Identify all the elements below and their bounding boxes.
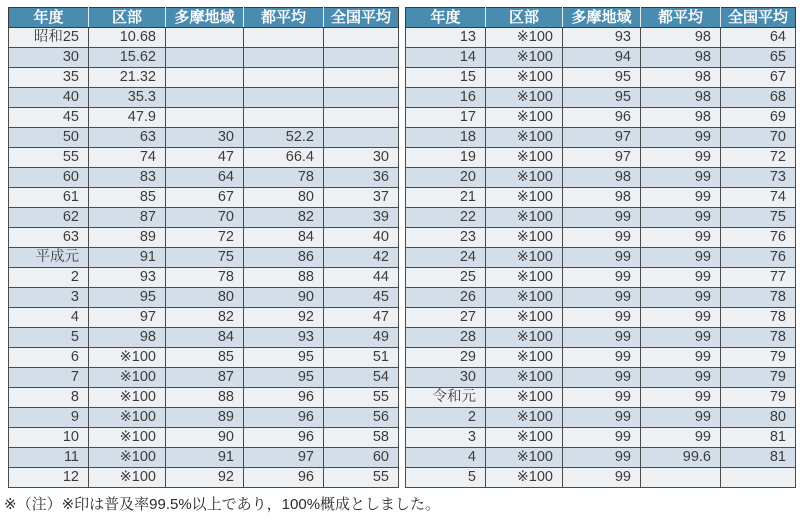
year-cell: 63: [9, 228, 89, 248]
year-cell: 7: [9, 368, 89, 388]
table-row: [9, 328, 399, 348]
table-row: [9, 348, 399, 368]
value-cell: ※100: [89, 448, 166, 468]
year-cell: 12: [9, 468, 89, 488]
year-cell: 27: [406, 308, 486, 328]
value-cell: 99: [563, 268, 641, 288]
value-cell: [324, 108, 399, 128]
year-cell: 40: [9, 88, 89, 108]
value-cell: 98: [641, 88, 721, 108]
table-row: [406, 148, 796, 168]
column-header: 区部: [486, 8, 563, 28]
value-cell: 95: [563, 68, 641, 88]
value-cell: ※100: [486, 128, 563, 148]
value-cell: 99: [641, 308, 721, 328]
value-cell: ※100: [89, 428, 166, 448]
year-cell: 13: [406, 28, 486, 48]
value-cell: 80: [721, 408, 796, 428]
value-cell: 74: [89, 148, 166, 168]
value-cell: 88: [166, 388, 244, 408]
value-cell: ※100: [486, 228, 563, 248]
year-cell: 令和元: [406, 388, 486, 408]
value-cell: 98: [641, 68, 721, 88]
table-row: [406, 288, 796, 308]
value-cell: ※100: [486, 68, 563, 88]
value-cell: 49: [324, 328, 399, 348]
value-cell: [641, 468, 721, 488]
value-cell: [166, 88, 244, 108]
value-cell: 37: [324, 188, 399, 208]
value-cell: 88: [244, 268, 324, 288]
table-row: [9, 288, 399, 308]
table-row: [406, 368, 796, 388]
value-cell: 96: [244, 388, 324, 408]
table-row: [406, 68, 796, 88]
value-cell: 91: [166, 448, 244, 468]
column-header: 年度: [406, 8, 486, 28]
value-cell: 70: [166, 208, 244, 228]
table-row: [406, 248, 796, 268]
year-cell: 8: [9, 388, 89, 408]
value-cell: 99: [563, 348, 641, 368]
value-cell: 98: [89, 328, 166, 348]
table-row: [9, 28, 399, 48]
value-cell: 99: [641, 408, 721, 428]
value-cell: 69: [721, 108, 796, 128]
value-cell: 84: [166, 328, 244, 348]
value-cell: 80: [166, 288, 244, 308]
table-row: [406, 48, 796, 68]
value-cell: ※100: [89, 468, 166, 488]
value-cell: 79: [721, 348, 796, 368]
value-cell: 98: [641, 108, 721, 128]
value-cell: 67: [721, 68, 796, 88]
value-cell: 92: [244, 308, 324, 328]
value-cell: 42: [324, 248, 399, 268]
value-cell: 51: [324, 348, 399, 368]
table-row: [9, 208, 399, 228]
value-cell: [166, 28, 244, 48]
table-row: [9, 128, 399, 148]
value-cell: ※100: [486, 328, 563, 348]
value-cell: 96: [563, 108, 641, 128]
value-cell: [166, 48, 244, 68]
value-cell: ※100: [486, 168, 563, 188]
column-header: 区部: [89, 8, 166, 28]
value-cell: 44: [324, 268, 399, 288]
value-cell: 99: [641, 348, 721, 368]
value-cell: 98: [641, 28, 721, 48]
value-cell: 81: [721, 428, 796, 448]
year-cell: 20: [406, 168, 486, 188]
value-cell: ※100: [486, 268, 563, 288]
year-cell: 30: [9, 48, 89, 68]
year-cell: 昭和25: [9, 28, 89, 48]
table-row: [406, 108, 796, 128]
column-header: 年度: [9, 8, 89, 28]
value-cell: ※100: [486, 368, 563, 388]
column-header: 都平均: [641, 8, 721, 28]
year-cell: 50: [9, 128, 89, 148]
value-cell: 97: [244, 448, 324, 468]
table-row: [9, 148, 399, 168]
year-cell: 9: [9, 408, 89, 428]
year-cell: 35: [9, 68, 89, 88]
year-cell: 15: [406, 68, 486, 88]
value-cell: [324, 28, 399, 48]
table-header-left: [9, 8, 399, 28]
value-cell: 78: [166, 268, 244, 288]
year-cell: 24: [406, 248, 486, 268]
year-cell: 29: [406, 348, 486, 368]
value-cell: [324, 48, 399, 68]
value-cell: 90: [244, 288, 324, 308]
table-row: [9, 448, 399, 468]
value-cell: 78: [244, 168, 324, 188]
value-cell: 72: [166, 228, 244, 248]
value-cell: 99: [563, 368, 641, 388]
value-cell: 60: [324, 448, 399, 468]
year-cell: 61: [9, 188, 89, 208]
table-row: [9, 88, 399, 108]
column-header: 全国平均: [324, 8, 399, 28]
value-cell: 75: [166, 248, 244, 268]
value-cell: 90: [166, 428, 244, 448]
table-row: [406, 88, 796, 108]
value-cell: [324, 68, 399, 88]
column-header: 多摩地域: [563, 8, 641, 28]
value-cell: 99: [563, 248, 641, 268]
year-cell: 17: [406, 108, 486, 128]
year-cell: 16: [406, 88, 486, 108]
year-cell: 21: [406, 188, 486, 208]
year-cell: 6: [9, 348, 89, 368]
table-row: [406, 228, 796, 248]
value-cell: 78: [721, 328, 796, 348]
table-row: [9, 468, 399, 488]
value-cell: 79: [721, 388, 796, 408]
table-row: [9, 228, 399, 248]
value-cell: 83: [89, 168, 166, 188]
year-cell: 4: [9, 308, 89, 328]
value-cell: ※100: [486, 88, 563, 108]
value-cell: 97: [563, 148, 641, 168]
value-cell: 68: [721, 88, 796, 108]
table-row: [406, 448, 796, 468]
year-cell: 22: [406, 208, 486, 228]
value-cell: 98: [641, 48, 721, 68]
value-cell: 82: [166, 308, 244, 328]
value-cell: 99: [641, 368, 721, 388]
value-cell: 93: [244, 328, 324, 348]
value-cell: 82: [244, 208, 324, 228]
year-cell: 3: [406, 428, 486, 448]
value-cell: 30: [166, 128, 244, 148]
value-cell: 52.2: [244, 128, 324, 148]
year-cell: 11: [9, 448, 89, 468]
value-cell: ※100: [486, 388, 563, 408]
year-cell: 10: [9, 428, 89, 448]
table-row: [9, 388, 399, 408]
value-cell: [244, 28, 324, 48]
table-row: [9, 308, 399, 328]
value-cell: ※100: [89, 388, 166, 408]
value-cell: 94: [563, 48, 641, 68]
table-row: [9, 248, 399, 268]
value-cell: 79: [721, 368, 796, 388]
value-cell: 99: [563, 428, 641, 448]
value-cell: 95: [244, 368, 324, 388]
year-cell: 25: [406, 268, 486, 288]
value-cell: 97: [89, 308, 166, 328]
value-cell: 99: [641, 148, 721, 168]
value-cell: [721, 468, 796, 488]
table-row: [9, 168, 399, 188]
year-cell: 平成元: [9, 248, 89, 268]
value-cell: 78: [721, 288, 796, 308]
value-cell: 99: [563, 288, 641, 308]
value-cell: 47: [166, 148, 244, 168]
column-header: 全国平均: [721, 8, 796, 28]
value-cell: ※100: [486, 468, 563, 488]
year-cell: 26: [406, 288, 486, 308]
value-cell: ※100: [89, 368, 166, 388]
value-cell: 93: [563, 28, 641, 48]
value-cell: 87: [89, 208, 166, 228]
value-cell: 64: [166, 168, 244, 188]
value-cell: 92: [166, 468, 244, 488]
value-cell: 99: [641, 268, 721, 288]
value-cell: 47.9: [89, 108, 166, 128]
value-cell: 95: [563, 88, 641, 108]
value-cell: ※100: [89, 348, 166, 368]
value-cell: 99: [563, 328, 641, 348]
value-cell: 89: [166, 408, 244, 428]
value-cell: 35.3: [89, 88, 166, 108]
value-cell: 78: [721, 308, 796, 328]
value-cell: [324, 88, 399, 108]
value-cell: 95: [89, 288, 166, 308]
value-cell: 54: [324, 368, 399, 388]
value-cell: [244, 68, 324, 88]
value-cell: [166, 108, 244, 128]
value-cell: 47: [324, 308, 399, 328]
value-cell: ※100: [486, 408, 563, 428]
table-row: [406, 208, 796, 228]
table-row: [406, 328, 796, 348]
value-cell: 99: [641, 428, 721, 448]
value-cell: 99: [563, 308, 641, 328]
value-cell: 84: [244, 228, 324, 248]
value-cell: 99: [563, 228, 641, 248]
value-cell: 65: [721, 48, 796, 68]
year-cell: 4: [406, 448, 486, 468]
value-cell: 77: [721, 268, 796, 288]
value-cell: [244, 108, 324, 128]
value-cell: 99: [641, 288, 721, 308]
value-cell: 64: [721, 28, 796, 48]
value-cell: 55: [324, 468, 399, 488]
value-cell: 99: [563, 408, 641, 428]
year-cell: 19: [406, 148, 486, 168]
table-row: [9, 48, 399, 68]
year-cell: 60: [9, 168, 89, 188]
value-cell: 73: [721, 168, 796, 188]
coverage-table-left: [8, 7, 399, 488]
value-cell: 67: [166, 188, 244, 208]
value-cell: [324, 128, 399, 148]
value-cell: ※100: [486, 148, 563, 168]
table-row: [406, 468, 796, 488]
year-cell: 30: [406, 368, 486, 388]
value-cell: 98: [563, 168, 641, 188]
value-cell: 96: [244, 468, 324, 488]
value-cell: 91: [89, 248, 166, 268]
value-cell: 74: [721, 188, 796, 208]
year-cell: 23: [406, 228, 486, 248]
value-cell: 97: [563, 128, 641, 148]
value-cell: 63: [89, 128, 166, 148]
value-cell: 75: [721, 208, 796, 228]
value-cell: 80: [244, 188, 324, 208]
year-cell: 18: [406, 128, 486, 148]
value-cell: 99: [641, 188, 721, 208]
table-row: [406, 268, 796, 288]
value-cell: ※100: [486, 348, 563, 368]
value-cell: 96: [244, 428, 324, 448]
table-row: [406, 28, 796, 48]
value-cell: 21.32: [89, 68, 166, 88]
value-cell: ※100: [486, 248, 563, 268]
value-cell: ※100: [486, 428, 563, 448]
year-cell: 5: [9, 328, 89, 348]
year-cell: 28: [406, 328, 486, 348]
table-row: [406, 308, 796, 328]
year-cell: 5: [406, 468, 486, 488]
value-cell: 76: [721, 248, 796, 268]
value-cell: 55: [324, 388, 399, 408]
value-cell: 99: [563, 468, 641, 488]
value-cell: 99: [641, 328, 721, 348]
table-row: [406, 348, 796, 368]
value-cell: ※100: [486, 28, 563, 48]
value-cell: 10.68: [89, 28, 166, 48]
value-cell: ※100: [89, 408, 166, 428]
table-row: [9, 408, 399, 428]
value-cell: 40: [324, 228, 399, 248]
value-cell: 89: [89, 228, 166, 248]
value-cell: [244, 88, 324, 108]
year-cell: 3: [9, 288, 89, 308]
value-cell: 93: [89, 268, 166, 288]
value-cell: 99: [641, 228, 721, 248]
table-row: [406, 128, 796, 148]
table-row: [406, 168, 796, 188]
table-row: [406, 428, 796, 448]
year-cell: 2: [9, 268, 89, 288]
value-cell: 30: [324, 148, 399, 168]
table-row: [406, 408, 796, 428]
value-cell: 15.62: [89, 48, 166, 68]
value-cell: 99: [563, 388, 641, 408]
value-cell: 56: [324, 408, 399, 428]
table-row: [406, 388, 796, 408]
value-cell: 45: [324, 288, 399, 308]
value-cell: [166, 68, 244, 88]
value-cell: ※100: [486, 108, 563, 128]
value-cell: ※100: [486, 308, 563, 328]
value-cell: ※100: [486, 208, 563, 228]
value-cell: 96: [244, 408, 324, 428]
value-cell: 99: [641, 208, 721, 228]
value-cell: 85: [166, 348, 244, 368]
value-cell: 70: [721, 128, 796, 148]
value-cell: 99: [563, 448, 641, 468]
value-cell: ※100: [486, 448, 563, 468]
table-note: ※（注）※印は普及率99.5%以上であり，100%概成としました。: [4, 496, 441, 513]
column-header: 多摩地域: [166, 8, 244, 28]
table-row: [9, 68, 399, 88]
year-cell: 45: [9, 108, 89, 128]
year-cell: 14: [406, 48, 486, 68]
value-cell: 99: [641, 388, 721, 408]
year-cell: 2: [406, 408, 486, 428]
table-row: [9, 108, 399, 128]
value-cell: 76: [721, 228, 796, 248]
table-row: [9, 428, 399, 448]
value-cell: 99: [641, 168, 721, 188]
table-row: [9, 268, 399, 288]
value-cell: 99: [563, 208, 641, 228]
table-header-right: [406, 8, 796, 28]
value-cell: 98: [563, 188, 641, 208]
value-cell: 39: [324, 208, 399, 228]
table-row: [9, 188, 399, 208]
value-cell: 36: [324, 168, 399, 188]
year-cell: 55: [9, 148, 89, 168]
column-header: 都平均: [244, 8, 324, 28]
value-cell: 95: [244, 348, 324, 368]
value-cell: 86: [244, 248, 324, 268]
value-cell: 81: [721, 448, 796, 468]
value-cell: [244, 48, 324, 68]
value-cell: 58: [324, 428, 399, 448]
coverage-table-right: [405, 7, 796, 488]
value-cell: 99: [641, 248, 721, 268]
value-cell: 99: [641, 128, 721, 148]
value-cell: ※100: [486, 48, 563, 68]
value-cell: 72: [721, 148, 796, 168]
table-row: [406, 188, 796, 208]
value-cell: ※100: [486, 188, 563, 208]
year-cell: 62: [9, 208, 89, 228]
table-row: [9, 368, 399, 388]
value-cell: 85: [89, 188, 166, 208]
value-cell: 66.4: [244, 148, 324, 168]
value-cell: 99.6: [641, 448, 721, 468]
value-cell: 87: [166, 368, 244, 388]
value-cell: ※100: [486, 288, 563, 308]
